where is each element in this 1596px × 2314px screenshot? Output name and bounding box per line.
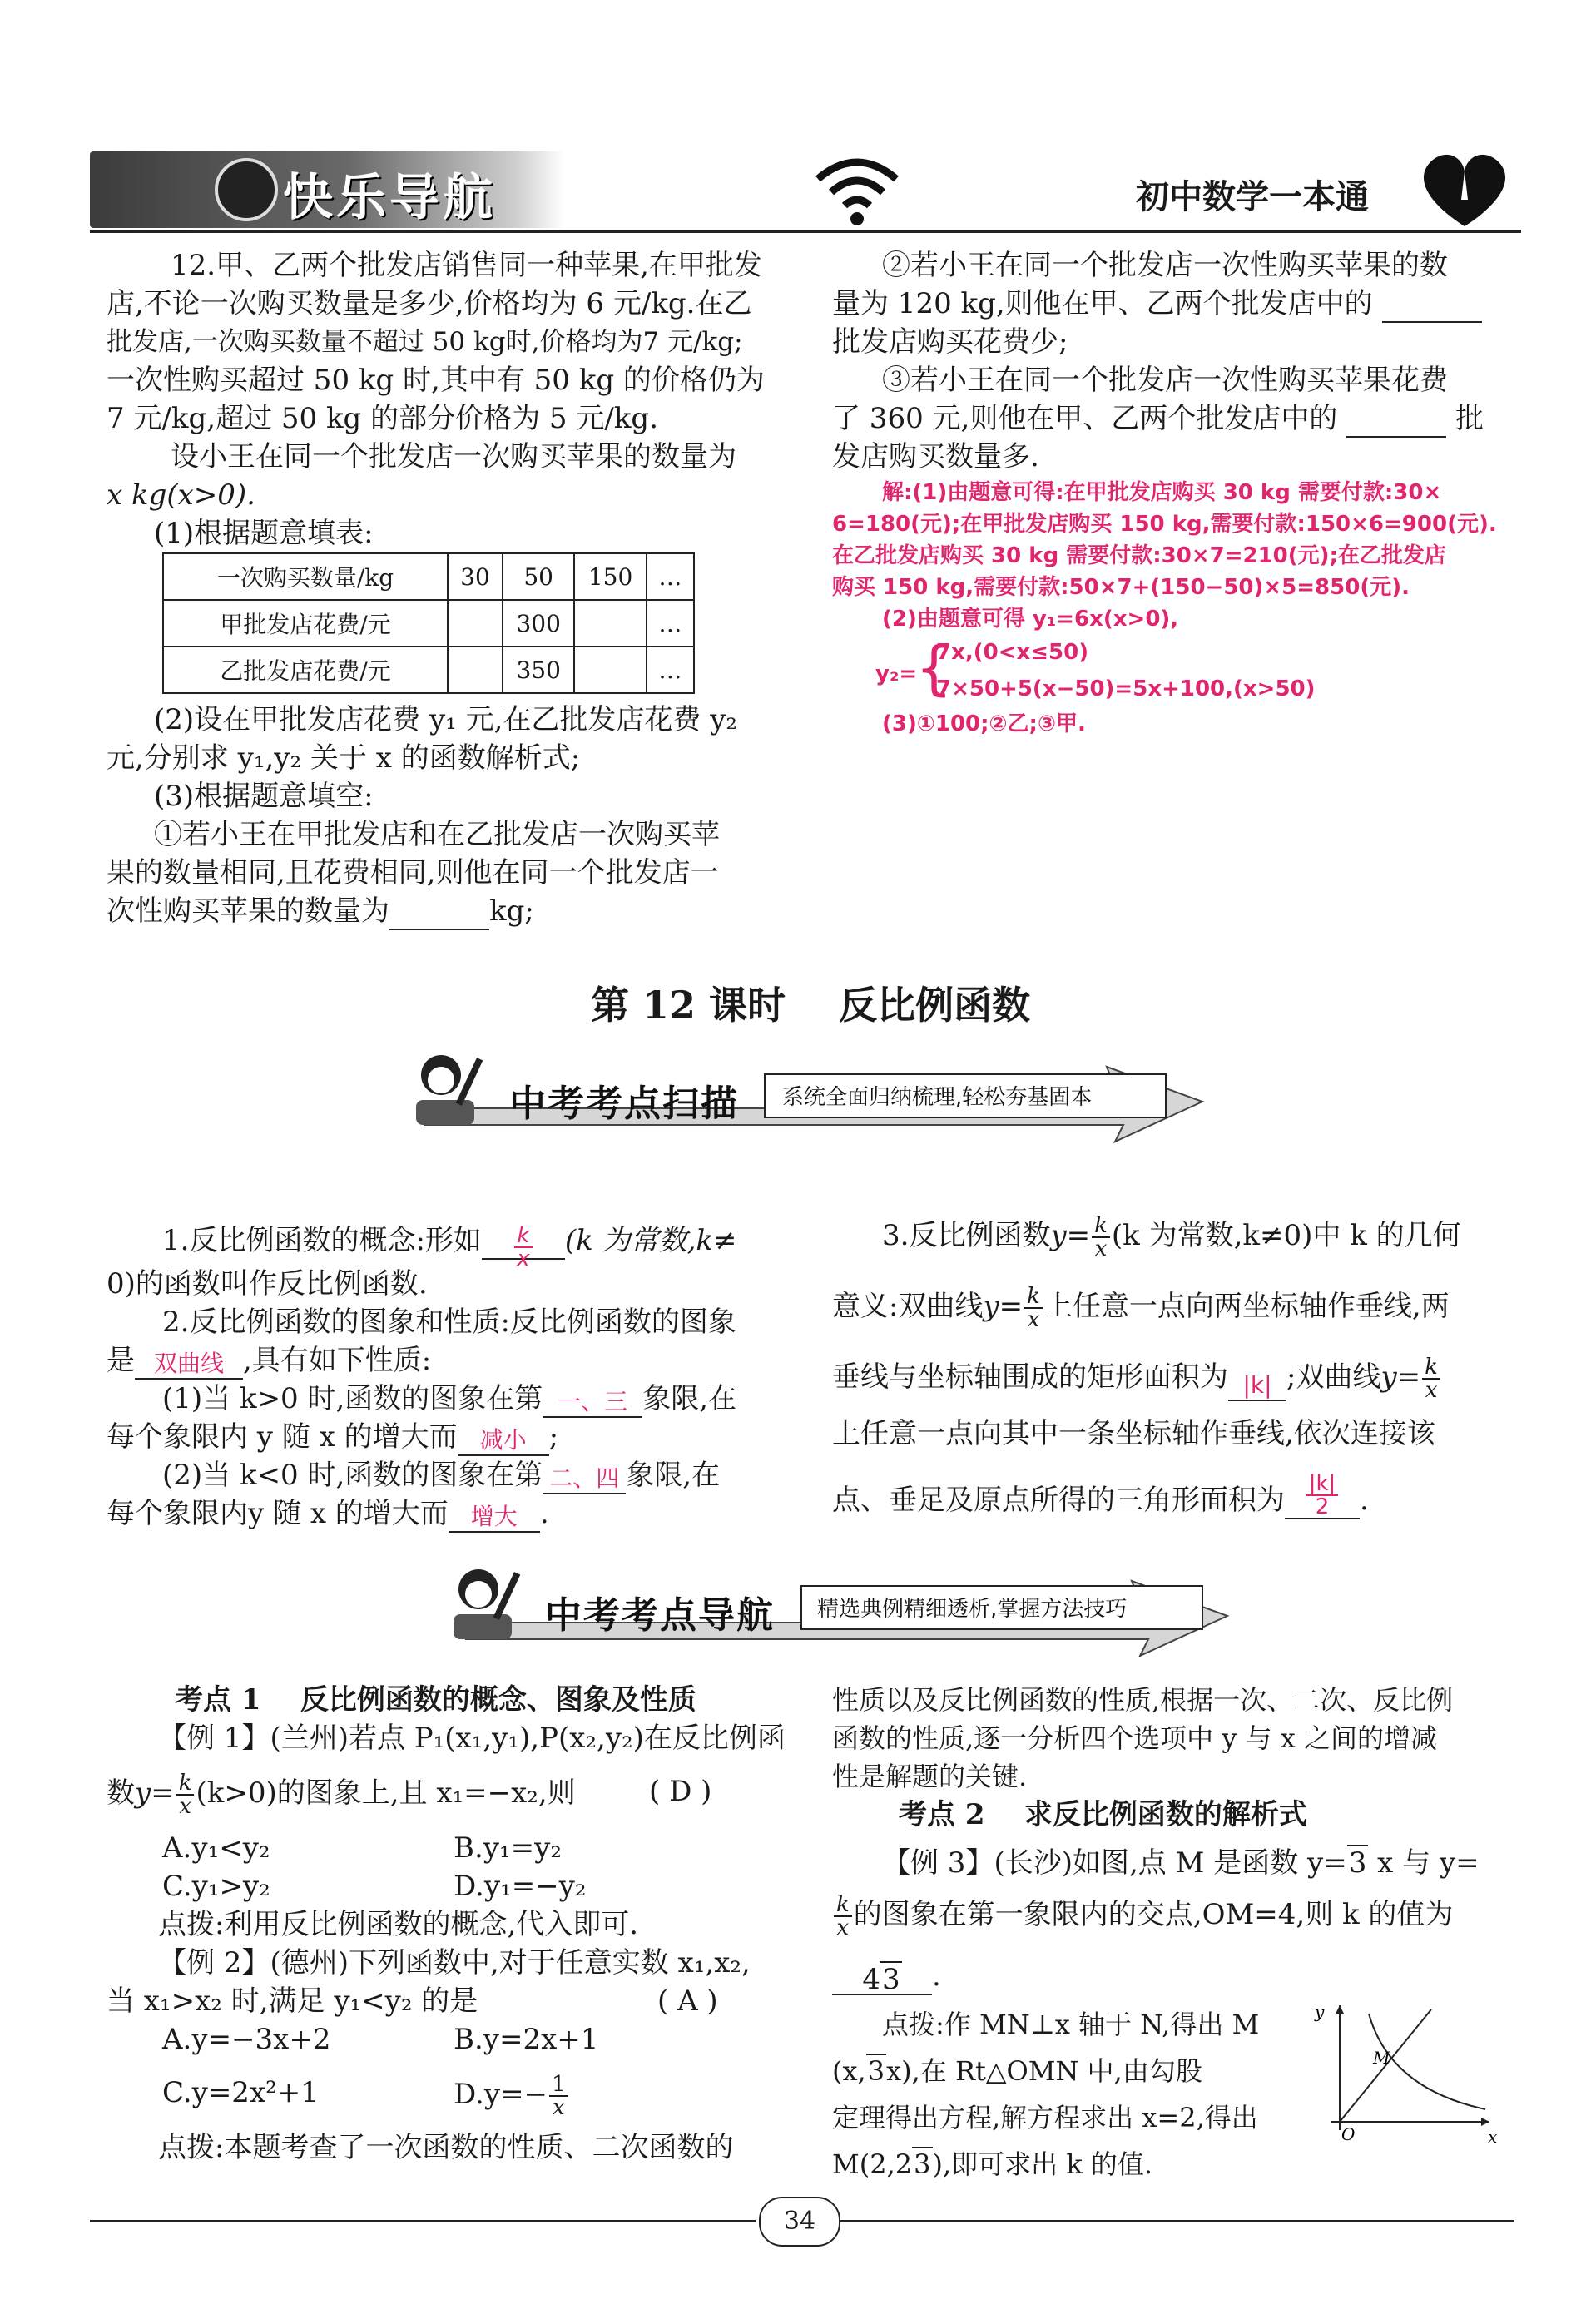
- scan-right-line: 点、垂足及原点所得的三角形面积为 $\frac{|k|}{2}$ .: [832, 1471, 1369, 1519]
- q12-line: 果的数量相同,且花费相同,则他在同一个批发店一: [107, 856, 719, 889]
- scan-right-line: 上任意一点向其中一条坐标轴作垂线,依次连接该: [832, 1417, 1435, 1450]
- answer-blank: [1382, 288, 1482, 323]
- ex1-option: B.y₁=y₂: [454, 1831, 562, 1865]
- ex3-line: 【例 3】(长沙)如图,点 M 是函数 y=3 x 与 y=: [882, 1846, 1480, 1880]
- solution-line: (3)①100;②乙;③甲.: [882, 711, 1086, 736]
- right-cont-line: 函数的性质,逐一分析四个选项中 y 与 x 之间的增减: [832, 1722, 1437, 1754]
- table-row: 甲批发店花费/元 300 …: [163, 600, 694, 647]
- answer-blank: |k|: [1228, 1366, 1286, 1401]
- q12-right-line: ③若小王在同一个批发店一次性购买苹果花费: [882, 364, 1448, 397]
- kid-reading-icon: [399, 1048, 491, 1132]
- book-title: 初中数学一本通: [1136, 178, 1369, 216]
- answer-blank: 减小: [458, 1421, 549, 1456]
- q12-line: 设小王在同一个批发店一次购买苹果的数量为: [171, 440, 736, 473]
- q12-right-line: 量为 120 kg,则他在甲、乙两个批发店中的: [832, 285, 1482, 323]
- q12-line: 12.甲、乙两个批发店销售同一种苹果,在甲批发: [171, 249, 762, 282]
- q12-line: x kg(x>0).: [107, 478, 255, 512]
- scan-subtitle: 系统全面归纳梳理,轻松夯基固本: [782, 1085, 1093, 1110]
- ex3-tip: (x,3x),在 Rt△OMN 中,由勾股: [832, 2055, 1202, 2087]
- ex3-tip: 定理得出方程,解方程求出 x=2,得出: [832, 2102, 1258, 2133]
- q12-right-line: 了 360 元,则他在甲、乙两个批发店中的 批: [832, 399, 1484, 438]
- scan-line: 每个象限内y 随 x 的增大而 增大 .: [107, 1494, 549, 1533]
- answer-blank: $\frac{k}{x}$: [482, 1225, 565, 1260]
- ex1-answer: ( D ): [649, 1775, 712, 1808]
- q12-right-line: 发店购买数量多.: [832, 440, 1039, 473]
- q12-right-line: ②若小王在同一个批发店一次性购买苹果的数: [882, 249, 1448, 282]
- q12-table: [162, 552, 695, 694]
- nav-subtitle: 精选典例精细透析,掌握方法技巧: [817, 1597, 1128, 1622]
- q12-line: (2)设在甲批发店花费 y₁ 元,在乙批发店花费 y₂: [154, 703, 738, 736]
- ex2-option: A.y=−3x+2: [162, 2023, 331, 2056]
- q12-line: 次性购买苹果的数量为 kg;: [107, 892, 534, 930]
- ex1-line: 数y= $\frac{k}{x}$ (k>0)的图象上,且 x₁=−x₂,则: [107, 1771, 576, 1819]
- answer-blank: 增大: [449, 1498, 540, 1533]
- right-cont-line: 性质以及反比例函数的性质,根据一次、二次、反比例: [832, 1684, 1454, 1716]
- scan-line: (1)当 k>0 时,函数的图象在第 一、三 象限,在: [162, 1380, 736, 1418]
- wifi-icon: [811, 146, 903, 229]
- ex1-option: C.y₁>y₂: [162, 1870, 270, 1903]
- ex1-option: A.y₁<y₂: [162, 1831, 270, 1865]
- solution-line: y₂=: [875, 661, 918, 686]
- answer-blank: 43: [832, 1960, 932, 1995]
- hand-icon: [215, 158, 278, 221]
- q12-line: 7 元/kg,超过 50 kg 的部分价格为 5 元/kg.: [107, 402, 658, 435]
- q12-line: (3)根据题意填空:: [154, 780, 374, 813]
- point1-title: 考点 1 反比例函数的概念、图象及性质: [175, 1683, 696, 1717]
- ex1-tip: 点拨:利用反比例函数的概念,代入即可.: [158, 1908, 639, 1941]
- solution-line: 6=180(元);在甲批发店购买 150 kg,需要付款:150×6=900(元).: [832, 512, 1497, 537]
- ex2-option: B.y=2x+1: [454, 2023, 599, 2056]
- right-cont-line: 性是解题的关键.: [832, 1761, 1028, 1792]
- ex2-answer: ( A ): [657, 1984, 718, 2018]
- ex3-figure: [1298, 1997, 1498, 2147]
- ex3-line: $\frac{k}{x}$ 的图象在第一象限内的交点,OM=4,则 k 的值为: [832, 1894, 1453, 1939]
- q12-line: 一次性购买超过 50 kg 时,其中有 50 kg 的价格仍为: [107, 364, 765, 397]
- q12-line: 元,分别求 y₁,y₂ 关于 x 的函数解析式;: [107, 741, 581, 775]
- nav-title: 中考考点导航: [545, 1594, 775, 1637]
- q12-right-line: 批发店购买花费少;: [832, 325, 1068, 359]
- solution-line: 在乙批发店购买 30 kg 需要付款:30×7=210(元);在乙批发店: [832, 543, 1446, 568]
- svg-text:x: x: [1488, 2127, 1498, 2147]
- table-row: 乙批发店花费/元 350 …: [163, 647, 694, 693]
- answer-blank: [389, 895, 489, 930]
- ex2-line: 【例 2】(德州)下列函数中,对于任意实数 x₁,x₂,: [158, 1946, 751, 1980]
- table-row: 一次购买数量/kg 30 50 150 …: [163, 553, 694, 600]
- ex2-option: D.y=− $\frac{1}{x}$: [454, 2074, 570, 2118]
- solution-line: 解:(1)由题意可得:在甲批发店购买 30 kg 需要付款:30×: [882, 480, 1442, 505]
- lesson-title: 第 12 课时 反比例函数: [591, 983, 1031, 1028]
- q12-line: 店,不论一次购买数量是多少,价格均为 6 元/kg.在乙: [107, 287, 752, 320]
- answer-blank: 双曲线: [135, 1345, 243, 1380]
- q12-line: ①若小王在甲批发店和在乙批发店一次购买苹: [154, 818, 720, 851]
- scan-right-line: 意义:双曲线y= $\frac{k}{x}$ 上任意一点向两坐标轴作垂线,两: [832, 1284, 1450, 1332]
- scan-line: 是 双曲线 ,具有如下性质:: [107, 1341, 431, 1380]
- page-number: 34: [759, 2197, 840, 2247]
- scan-right-line: 3.反比例函数y= $\frac{k}{x}$ (k 为常数,k≠0)中 k 的几何: [882, 1213, 1461, 1261]
- q12-line: (1)根据题意填表:: [154, 517, 374, 550]
- solution-line: 7x,(0<x≤50): [936, 640, 1089, 665]
- ex2-line: 当 x₁>x₂ 时,满足 y₁<y₂ 的是: [107, 1984, 478, 2018]
- scan-line: 0)的函数叫作反比例函数.: [107, 1267, 428, 1301]
- q12-line: 批发店,一次购买数量不超过 50 kg时,价格均为7 元/kg;: [107, 327, 743, 357]
- scan-line: 2.反比例函数的图象和性质:反比例函数的图象: [162, 1306, 736, 1339]
- scan-right-line: 垂线与坐标轴围成的矩形面积为 |k| ;双曲线y= $\frac{k}{x}$: [832, 1356, 1442, 1401]
- scan-line: (2)当 k<0 时,函数的图象在第 二、四 象限,在: [162, 1456, 720, 1494]
- solution-line: 购买 150 kg,需要付款:50×7+(150−50)×5=850(元).: [832, 575, 1410, 600]
- piecewise-brace: {: [915, 634, 953, 702]
- answer-blank: 二、四: [543, 1459, 626, 1494]
- ex1-option: D.y₁=−y₂: [454, 1870, 587, 1903]
- header-title: 快乐导航: [283, 169, 496, 227]
- solution-line: (2)由题意可得 y₁=6x(x>0),: [882, 607, 1179, 632]
- header-rule: [90, 230, 1521, 233]
- ex2-option: C.y=2x²+1: [162, 2076, 319, 2109]
- answer-blank: $\frac{|k|}{2}$: [1285, 1473, 1360, 1519]
- svg-text:M: M: [1373, 2048, 1390, 2068]
- ex3-tip: M(2,23),即可求出 k 的值.: [832, 2148, 1153, 2180]
- svg-text:y: y: [1315, 2002, 1325, 2022]
- footer-rule-left: [90, 2220, 756, 2222]
- ex3-answer: 43 .: [832, 1957, 941, 1995]
- footer-rule-right: [840, 2220, 1514, 2222]
- ex2-tip: 点拨:本题考查了一次函数的性质、二次函数的: [158, 2131, 734, 2164]
- answer-blank: [1346, 403, 1446, 438]
- scan-line: 1.反比例函数的概念:形如 $\frac{k}{x}$ (k 为常数,k≠: [162, 1223, 737, 1271]
- solution-line: 7×50+5(x−50)=5x+100,(x>50): [936, 676, 1316, 701]
- scan-line: 每个象限内 y 随 x 的增大而 减小 ;: [107, 1418, 558, 1456]
- kid-reading-icon: [437, 1563, 528, 1646]
- heart-icon: [1415, 150, 1514, 230]
- ex1-line: 【例 1】(兰州)若点 P₁(x₁,y₁),P(x₂,y₂)在反比例函: [158, 1722, 786, 1755]
- point2-title: 考点 2 求反比例函数的解析式: [899, 1798, 1307, 1831]
- svg-text:O: O: [1341, 2124, 1356, 2144]
- answer-blank: 一、三: [543, 1383, 642, 1418]
- scan-title: 中考考点扫描: [509, 1083, 739, 1125]
- ex3-tip: 点拨:作 MN⊥x 轴于 N,得出 M: [882, 2009, 1260, 2040]
